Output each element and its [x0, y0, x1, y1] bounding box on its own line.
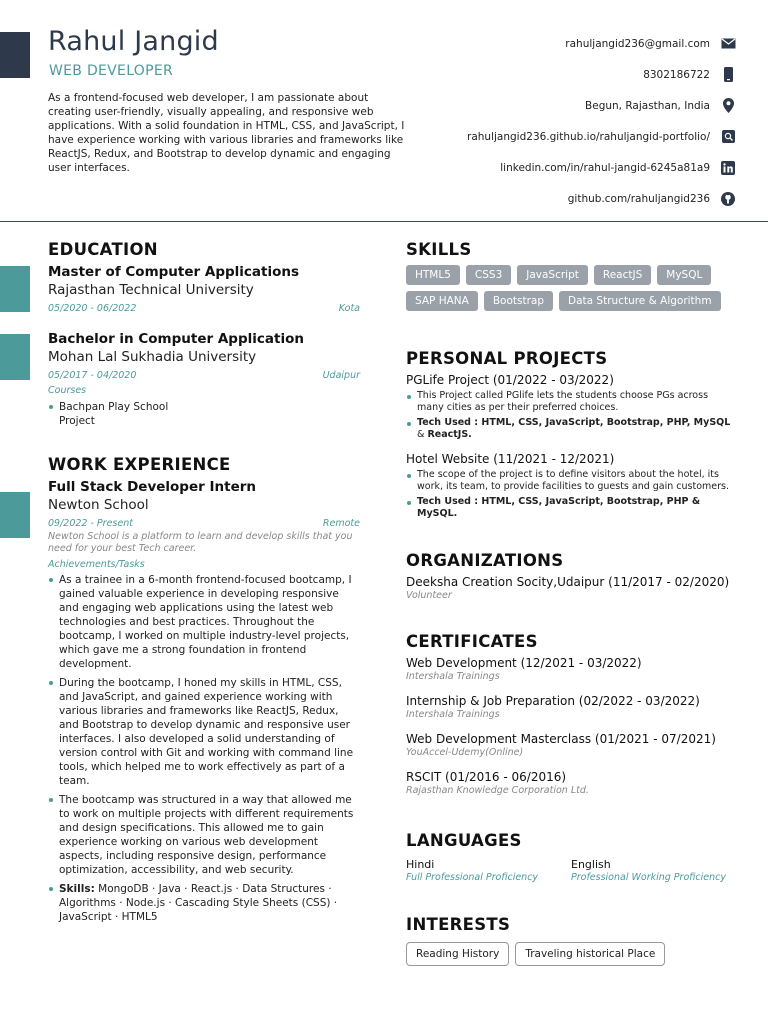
project-entry [406, 451, 736, 520]
organizations-section [406, 551, 736, 602]
degree-title: Master of Computer Applications [48, 264, 300, 280]
education-meta [48, 370, 360, 381]
skills-text: MongoDB · Java · React.js · Data Structures · Algorithms · Node.js · Cascading Style Sheets (CSS) · JavaScript · HTML5 [59, 883, 338, 923]
candidate-name: Rahul Jangid [48, 26, 219, 57]
skill-tags [406, 265, 736, 311]
degree-title: Bachelor in Computer Application [48, 331, 304, 347]
certificate-issuer: Intershala Trainings [406, 671, 500, 682]
organizations-heading: ORGANIZATIONS [406, 551, 564, 570]
achievement-item: The bootcamp was structured in a way that allowed me to work on multiple projects with different requirements and design specifications. This allowed me to gain experience working on various web development aspects, including responsive design, performance optimization, accessibility, and web security. [48, 793, 360, 877]
interest-tags [406, 942, 736, 966]
school-name: Rajasthan Technical University [48, 282, 254, 298]
web-link-icon [720, 129, 736, 145]
project-description: This Project called PGlife lets the students choose PGs across many cities as per their preferred choices. [406, 390, 736, 414]
certificate-issuer: Intershala Trainings [406, 709, 500, 720]
achievement-item: During the bootcamp, I honed my skills in HTML, CSS, and JavaScript, and gained experience working with various libraries and frameworks like ReactJS, Redux, and Bootstrap to develop dynamic and responsive user interfaces. I also developed a solid understanding of version control with Git and working with command line tools, which helped me to work effectively as part of a team. [48, 676, 360, 788]
right-column [406, 240, 736, 966]
contact-location [406, 90, 736, 121]
certificates-section [406, 632, 736, 797]
achievements-label: Achievements/Tasks [48, 559, 145, 570]
project-description: The scope of the project is to define visitors about the hotel, its work, its team, to provide facilities to guests and gain customers. [406, 469, 736, 493]
projects-section [406, 349, 736, 520]
school-name: Mohan Lal Sukhadia University [48, 349, 257, 365]
email-text: rahuljangid236@gmail.com [565, 37, 710, 50]
skill-tag: CSS3 [466, 265, 511, 285]
courses-label: Courses [48, 385, 87, 396]
work-place: Remote [322, 518, 360, 529]
linkedin-link[interactable]: linkedin.com/in/rahul-jangid-6245a81a9 [500, 161, 710, 174]
map-pin-icon [720, 98, 736, 114]
skills-item [48, 882, 360, 924]
certificate-issuer: Rajasthan Knowledge Corporation Ltd. [406, 785, 589, 796]
contact-github[interactable] [406, 183, 736, 214]
interest-tag: Traveling historical Place [515, 942, 665, 966]
project-title: Hotel Website (11/2021 - 12/2021) [406, 452, 615, 466]
skill-tag: SAP HANA [406, 291, 478, 311]
github-icon [720, 191, 736, 207]
work-meta [48, 518, 360, 529]
job-title: Full Stack Developer Intern [48, 479, 256, 495]
education-accent-bar-1 [0, 266, 30, 312]
company-name: Newton School [48, 497, 149, 513]
education-entry [48, 263, 360, 314]
language-level: Professional Working Proficiency [571, 872, 726, 883]
organization-role: Volunteer [406, 590, 452, 601]
portfolio-link[interactable]: rahuljangid236.github.io/rahuljangid-portfolio/ [467, 130, 710, 143]
work-heading: WORK EXPERIENCE [48, 455, 231, 474]
skills-heading: SKILLS [406, 240, 472, 259]
project-title: PGLife Project (01/2022 - 03/2022) [406, 373, 614, 387]
languages-heading: LANGUAGES [406, 831, 522, 850]
course-item: Bachpan Play School Project [48, 400, 178, 428]
certificate-title: Web Development (12/2021 - 03/2022) [406, 656, 642, 670]
candidate-role: WEB DEVELOPER [49, 63, 174, 79]
certificates-heading: CERTIFICATES [406, 632, 538, 651]
courses-list [48, 400, 178, 428]
skills-label: Skills: [59, 883, 95, 895]
interests-section [406, 915, 736, 966]
education-accent-bar-2 [0, 334, 30, 380]
contact-portfolio[interactable] [406, 121, 736, 152]
summary-text: As a frontend-focused web developer, I am passionate about creating user-friendly, visually appealing, and responsive web applications. With a solid foundation in HTML, CSS, and JavaScript, I have experience working with various libraries and frameworks like ReactJS, Redux, and Bootstrap to develop dynamic and engaging user interfaces. [48, 92, 405, 174]
work-dates: 09/2022 - Present [48, 518, 133, 529]
language-name: English [571, 858, 611, 871]
certificate-entry [406, 693, 736, 721]
github-link[interactable]: github.com/rahuljangid236 [567, 192, 710, 205]
education-place: Udaipur [322, 370, 360, 381]
education-place: Kota [338, 303, 360, 314]
skill-tag: MySQL [657, 265, 711, 285]
contact-linkedin[interactable] [406, 152, 736, 183]
certificate-entry [406, 655, 736, 683]
education-heading: EDUCATION [48, 240, 158, 259]
project-tech-tail: ReactJS. [427, 429, 472, 440]
skill-tag: Data Structure & Algorithm [559, 291, 721, 311]
company-description: Newton School is a platform to learn and develop skills that you need for your best Tech career. [48, 531, 353, 554]
certificate-issuer: YouAccel-Udemy(Online) [406, 747, 524, 758]
organization-name: Deeksha Creation Socity,Udaipur (11/2017 - 02/2020) [406, 575, 730, 589]
project-tech-text: Tech Used : HTML, CSS, JavaScript, Bootstrap, PHP & MySQL. [417, 496, 701, 519]
project-tech [406, 496, 736, 520]
certificate-title: Internship & Job Preparation (02/2022 - 03/2022) [406, 694, 700, 708]
achievements-list [48, 573, 360, 924]
languages-section [406, 831, 736, 883]
education-entry [48, 330, 360, 428]
project-details [406, 390, 736, 441]
linkedin-icon [720, 160, 736, 176]
education-meta [48, 303, 360, 314]
language-level: Full Professional Proficiency [406, 872, 539, 883]
education-dates: 05/2017 - 04/2020 [48, 370, 137, 381]
contact-email[interactable] [406, 28, 736, 59]
mobile-phone-icon [720, 67, 736, 83]
projects-heading: PERSONAL PROJECTS [406, 349, 608, 368]
project-tech-text: Tech Used : HTML, CSS, JavaScript, Bootstrap, PHP, MySQL [417, 417, 731, 428]
contact-phone[interactable] [406, 59, 736, 90]
project-tech [406, 417, 736, 441]
language-name: Hindi [406, 858, 435, 871]
interest-tag: Reading History [406, 942, 509, 966]
certificate-entry [406, 769, 736, 797]
skill-tag: JavaScript [517, 265, 588, 285]
work-section [48, 455, 360, 924]
left-column [48, 240, 360, 924]
certificate-entry [406, 731, 736, 759]
work-accent-bar [0, 492, 30, 538]
education-section [48, 240, 360, 428]
certificate-title: Web Development Masterclass (01/2021 - 07/2021) [406, 732, 716, 746]
skill-tag: HTML5 [406, 265, 460, 285]
skills-section [406, 240, 736, 311]
location-text: Begun, Rajasthan, India [585, 99, 710, 112]
resume-header [0, 0, 768, 222]
phone-text: 8302186722 [643, 68, 710, 81]
language-entry [571, 858, 736, 883]
envelope-icon [720, 36, 736, 52]
interests-heading: INTERESTS [406, 915, 511, 934]
certificate-title: RSCIT (01/2016 - 06/2016) [406, 770, 567, 784]
project-entry [406, 372, 736, 441]
skill-tag: ReactJS [594, 265, 651, 285]
education-dates: 05/2020 - 06/2022 [48, 303, 137, 314]
language-entry [406, 858, 571, 883]
achievement-item: As a trainee in a 6-month frontend-focused bootcamp, I gained valuable experience in developing responsive and engaging web applications using the latest web technologies and best practices. Throughout the bootcamp, I worked on multiple industry-level projects, which gave me a strong foundation in frontend development. [48, 573, 360, 671]
language-list [406, 858, 736, 883]
project-tech-amp: & [417, 429, 428, 440]
project-details [406, 469, 736, 520]
contact-list [406, 28, 736, 214]
skill-tag: Bootstrap [484, 291, 553, 311]
